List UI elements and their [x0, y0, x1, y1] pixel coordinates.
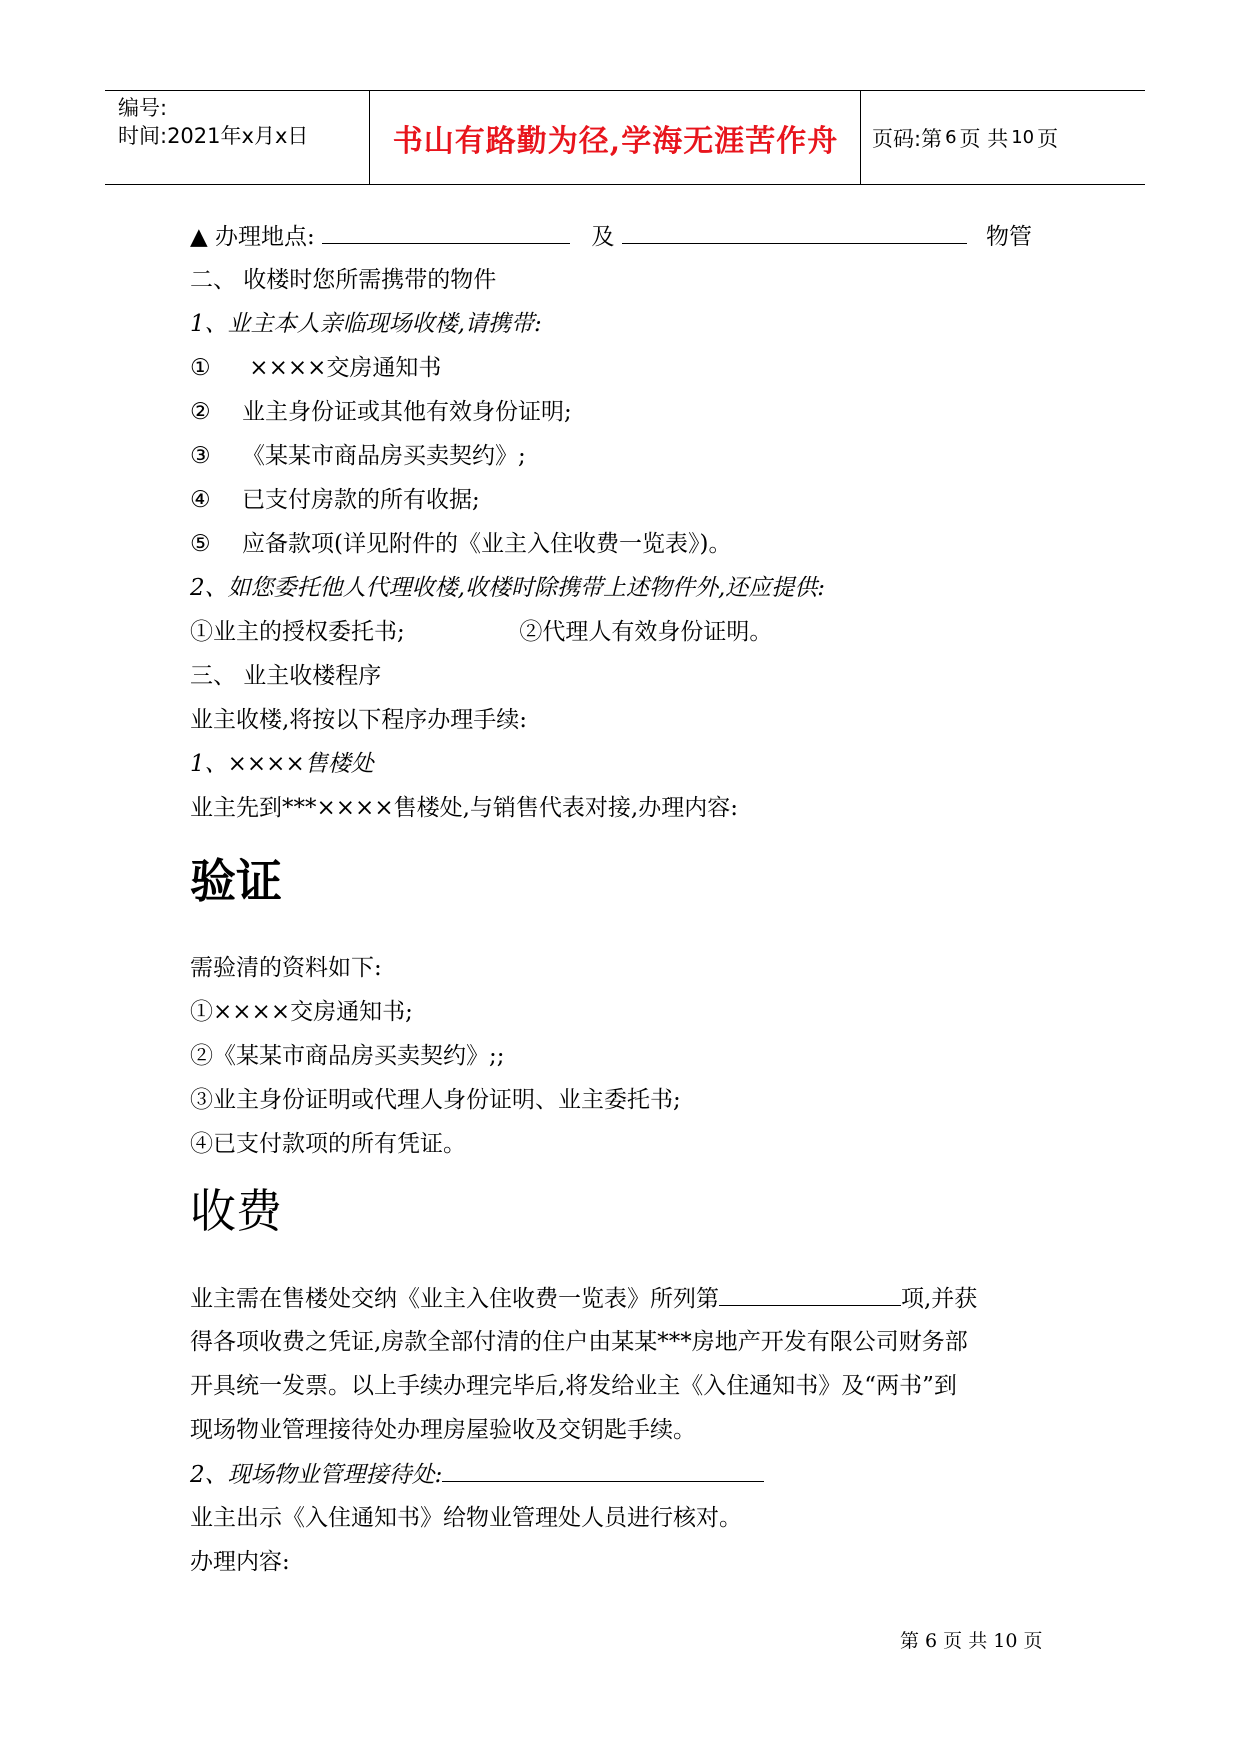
list-item [190, 353, 441, 383]
paragraph: 得各项收费之凭证,房款全部付清的住户由某某***房地产开发有限公司财务部 [190, 1329, 968, 1355]
section-title: 三、 业主收楼程序 [190, 663, 382, 689]
proxy-item: ①业主的授权委托书; [190, 619, 405, 645]
heading-fee: 收费 [190, 1184, 282, 1238]
paragraph [190, 1283, 977, 1314]
location-and: 及 [591, 224, 615, 250]
subsection-heading: 1、业主本人亲临现场收楼,请携带: [190, 311, 542, 337]
page-suffix: 页 [1037, 126, 1059, 151]
list-number: ① [190, 355, 211, 381]
list-item [190, 397, 572, 427]
list-item [190, 485, 480, 515]
page-mid: 页 共 [959, 126, 1009, 151]
step2-blank[interactable] [442, 1459, 764, 1482]
step2-label: 2、现场物业管理接待处: [190, 1462, 443, 1488]
list-item [190, 529, 731, 559]
location-prefix: ▲ 办理地点: [190, 224, 315, 250]
fee-item-blank[interactable] [719, 1283, 901, 1306]
subsection-heading [190, 1459, 764, 1490]
list-number: ⑤ [190, 531, 211, 557]
list-number: ④ [190, 487, 211, 513]
header-divider [369, 91, 370, 184]
list-number: ③ [190, 443, 211, 469]
header-meta [118, 94, 363, 150]
paragraph: 业主出示《入住通知书》给物业管理处人员进行核对。 [190, 1505, 742, 1531]
subsection-heading: 1、××××售楼处 [190, 751, 374, 777]
paragraph: 现场物业管理接待处办理房屋验收及交钥匙手续。 [190, 1417, 696, 1443]
page-footer: 第 6 页 共 10 页 [900, 1630, 1043, 1652]
list-item: ①××××交房通知书; [190, 999, 413, 1025]
list-text: 应备款项(详见附件的《业主入住收费一览表》)。 [242, 531, 732, 557]
page-header [105, 90, 1145, 185]
header-page-info [872, 91, 1058, 184]
list-item: ②《某某市商品房买卖契约》;; [190, 1043, 505, 1069]
section-title: 二、 收楼时您所需携带的物件 [190, 267, 497, 293]
proxy-items [190, 617, 772, 647]
location-blank-1[interactable] [322, 221, 570, 244]
list-number: ② [190, 399, 211, 425]
paragraph: 开具统一发票。以上手续办理完毕后,将发给业主《入住通知书》及“两书”到 [190, 1373, 957, 1399]
list-text: 已支付房款的所有收据; [242, 487, 480, 513]
location-line [190, 221, 1032, 252]
subsection-heading: 2、如您委托他人代理收楼,收楼时除携带上述物件外,还应提供: [190, 575, 826, 601]
list-text: 业主身份证或其他有效身份证明; [242, 399, 572, 425]
header-motto: 书山有路勤为径,学海无涯苦作舟 [392, 123, 839, 159]
list-item [190, 441, 526, 471]
proxy-item: ②代理人有效身份证明。 [519, 619, 773, 645]
list-item: ③业主身份证明或代理人身份证明、业主委托书; [190, 1087, 681, 1113]
paragraph: 业主收楼,将按以下程序办理手续: [190, 707, 528, 733]
header-divider [860, 91, 861, 184]
list-text: ××××交房通知书 [242, 355, 442, 381]
fee-text: 业主需在售楼处交纳《业主入住收费一览表》所列第 [190, 1286, 719, 1312]
paragraph: 需验清的资料如下: [190, 955, 382, 981]
heading-verify: 验证 [190, 854, 282, 908]
page-number: 6 [945, 127, 957, 148]
page-total: 10 [1011, 127, 1035, 148]
location-blank-2[interactable] [622, 221, 967, 244]
serial-label: 编号: [118, 96, 168, 120]
fee-text: 项,并获 [901, 1286, 978, 1312]
page-prefix: 页码:第 [872, 126, 943, 151]
list-text: 《某某市商品房买卖契约》; [242, 443, 526, 469]
paragraph: 办理内容: [190, 1549, 290, 1575]
list-item: ④已支付款项的所有凭证。 [190, 1131, 466, 1157]
location-suffix: 物管 [986, 224, 1032, 250]
time-label: 时间:2021年x月x日 [118, 124, 309, 148]
paragraph: 业主先到***××××售楼处,与销售代表对接,办理内容: [190, 795, 738, 821]
